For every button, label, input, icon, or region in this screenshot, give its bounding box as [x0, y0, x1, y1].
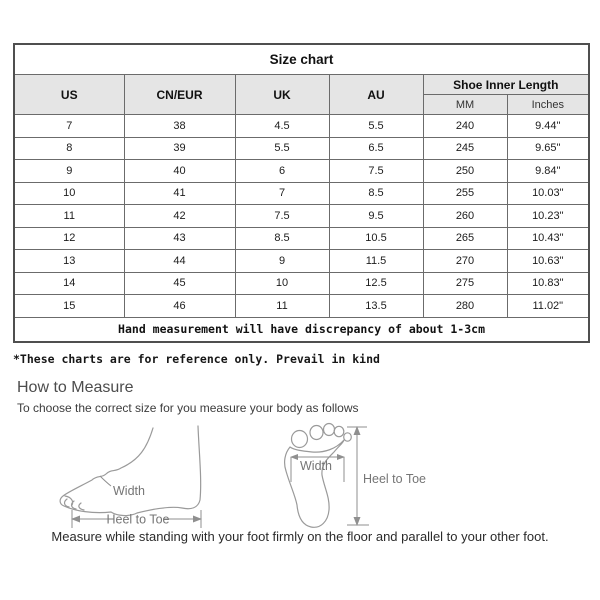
column-header-inner-length: Shoe Inner Length: [423, 75, 589, 95]
table-cell: 8.5: [329, 182, 423, 205]
table-cell: 40: [124, 160, 235, 183]
footprint-diagram: [278, 413, 428, 539]
table-row: [14, 227, 589, 250]
column-header-inches: Inches: [507, 95, 589, 115]
table-cell: 9: [14, 160, 124, 183]
footprint-length-label: Heel to Toe: [363, 472, 427, 486]
table-cell: 10.03": [507, 182, 589, 205]
column-header-au: AU: [329, 75, 423, 115]
table-cell: 5.5: [235, 137, 329, 160]
table-cell: 14: [14, 272, 124, 295]
table-row: [14, 137, 589, 160]
table-row: [14, 272, 589, 295]
table-cell: 10: [14, 182, 124, 205]
table-cell: 10.63": [507, 250, 589, 273]
how-to-measure-subheading: To choose the correct size for you measure your body as follows: [17, 401, 359, 415]
table-cell: 255: [423, 182, 507, 205]
table-cell: 13.5: [329, 295, 423, 318]
table-cell: 270: [423, 250, 507, 273]
table-cell: 260: [423, 205, 507, 228]
table-cell: 10.43": [507, 227, 589, 250]
table-cell: 7: [235, 182, 329, 205]
side-width-label: Width: [113, 484, 145, 498]
table-cell: 275: [423, 272, 507, 295]
table-row: [14, 160, 589, 183]
table-cell: 15: [14, 295, 124, 318]
table-cell: 7: [14, 115, 124, 138]
table-header-row: [14, 75, 589, 95]
fourth-toe-icon: [334, 426, 344, 436]
table-cell: 11.5: [329, 250, 423, 273]
table-cell: 8.5: [235, 227, 329, 250]
table-row: [14, 295, 589, 318]
fifth-toe-icon: [344, 433, 352, 441]
table-cell: 240: [423, 115, 507, 138]
table-row: [14, 205, 589, 228]
how-to-measure-heading: How to Measure: [17, 379, 134, 396]
table-title-row: [14, 44, 589, 75]
table-title: Size chart: [14, 44, 589, 75]
table-cell: 5.5: [329, 115, 423, 138]
table-cell: 9: [235, 250, 329, 273]
third-toe-icon: [324, 424, 335, 436]
table-cell: 9.65": [507, 137, 589, 160]
table-cell: 9.84": [507, 160, 589, 183]
table-cell: 7.5: [235, 205, 329, 228]
table-row: [14, 182, 589, 205]
table-cell: 245: [423, 137, 507, 160]
table-row: [14, 115, 589, 138]
table-cell: 11: [14, 205, 124, 228]
column-header-uk: UK: [235, 75, 329, 115]
table-cell: 4.5: [235, 115, 329, 138]
table-cell: 6: [235, 160, 329, 183]
measure-caption: Measure while standing with your foot firmly on the floor and parallel to your other foot.: [51, 529, 549, 544]
reference-note: *These charts are for reference only. Prevail in kind: [13, 352, 380, 366]
side-foot-outline-path: [60, 426, 201, 516]
table-cell: 10.5: [329, 227, 423, 250]
table-cell: 9.5: [329, 205, 423, 228]
table-cell: 12: [14, 227, 124, 250]
size-table-body: [14, 115, 589, 318]
table-cell: 250: [423, 160, 507, 183]
side-length-label: Heel to Toe: [106, 512, 170, 527]
table-cell: 10: [235, 272, 329, 295]
table-cell: 280: [423, 295, 507, 318]
table-cell: 43: [124, 227, 235, 250]
table-cell: 13: [14, 250, 124, 273]
side-foot-diagram: [55, 416, 250, 538]
table-cell: 41: [124, 182, 235, 205]
table-cell: 7.5: [329, 160, 423, 183]
footprint-width-label: Width: [300, 459, 332, 473]
table-cell: 12.5: [329, 272, 423, 295]
table-cell: 265: [423, 227, 507, 250]
table-cell: 9.44": [507, 115, 589, 138]
table-cell: 11: [235, 295, 329, 318]
table-cell: 42: [124, 205, 235, 228]
table-cell: 10.83": [507, 272, 589, 295]
table-cell: 8: [14, 137, 124, 160]
second-toe-icon: [310, 426, 323, 440]
table-cell: 11.02": [507, 295, 589, 318]
footprint-outline-path: [285, 440, 344, 527]
size-chart-table: [13, 43, 590, 343]
column-header-cn-eur: CN/EUR: [124, 75, 235, 115]
table-cell: 39: [124, 137, 235, 160]
table-cell: 10.23": [507, 205, 589, 228]
column-header-mm: MM: [423, 95, 507, 115]
table-footer-row: [14, 317, 589, 342]
table-cell: 46: [124, 295, 235, 318]
table-cell: 44: [124, 250, 235, 273]
measurement-discrepancy-note: Hand measurement will have discrepancy of about 1-3cm: [14, 317, 589, 342]
table-cell: 38: [124, 115, 235, 138]
column-header-us: US: [14, 75, 124, 115]
table-row: [14, 250, 589, 273]
table-cell: 6.5: [329, 137, 423, 160]
width-pointer-line: [100, 476, 111, 486]
big-toe-icon: [292, 431, 308, 448]
table-cell: 45: [124, 272, 235, 295]
